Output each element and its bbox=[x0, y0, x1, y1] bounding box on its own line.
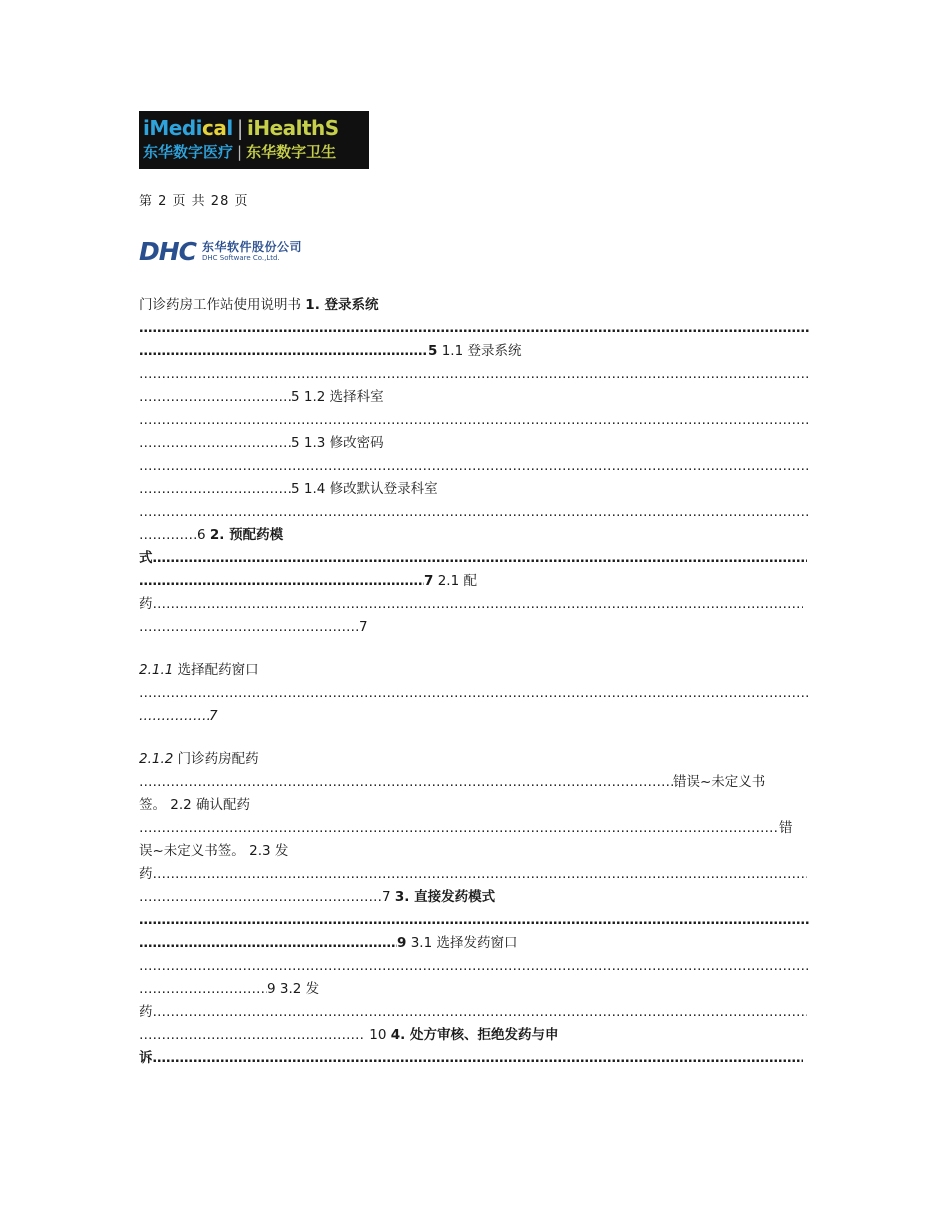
dhc-company-en: DHC Software Co.,Ltd. bbox=[202, 253, 280, 262]
toc-leader bbox=[139, 886, 382, 909]
toc-entry-1-3[interactable]: 1.3 修改密码 bbox=[303, 435, 384, 451]
toc-error-2-1-2-cont: 签。 bbox=[139, 797, 166, 813]
toc-leader bbox=[153, 547, 807, 570]
toc-entry-2-1[interactable]: 2.1 配 bbox=[437, 573, 477, 589]
toc-page-3-2: 10 bbox=[369, 1027, 387, 1043]
table-of-contents bbox=[139, 294, 809, 1070]
toc-leader bbox=[139, 409, 809, 432]
toc-page-ch1: 5 bbox=[428, 343, 438, 359]
toc-leader bbox=[139, 501, 809, 524]
toc-entry-2-1-1[interactable]: 选择配药窗口 bbox=[177, 662, 259, 678]
toc-leader bbox=[139, 932, 397, 955]
toc-page-2-1: 7 bbox=[359, 619, 368, 635]
toc-number-2-1-2: 2.1.2 bbox=[139, 751, 174, 767]
toc-line bbox=[139, 1001, 809, 1024]
toc-line bbox=[139, 932, 809, 955]
toc-leader bbox=[139, 432, 291, 455]
doc-title: 门诊药房工作站使用说明书 bbox=[139, 297, 301, 313]
logo-separator: | bbox=[236, 116, 243, 140]
toc-line bbox=[139, 659, 809, 682]
logo-separator-cn: | bbox=[237, 143, 243, 161]
toc-line bbox=[139, 593, 809, 616]
toc-leader bbox=[139, 978, 267, 1001]
toc-entry-1-1[interactable]: 1.1 登录系统 bbox=[441, 343, 522, 359]
toc-line bbox=[139, 682, 809, 705]
logo-cn-health: 东华数字卫生 bbox=[246, 143, 337, 161]
toc-line bbox=[139, 294, 809, 317]
toc-page-2-3: 7 bbox=[382, 889, 391, 905]
toc-page-1-3: 5 bbox=[291, 481, 300, 497]
toc-line bbox=[139, 570, 809, 593]
toc-line bbox=[139, 1047, 809, 1070]
toc-leader bbox=[139, 317, 809, 340]
toc-line bbox=[139, 863, 809, 886]
toc-page-ch2: 7 bbox=[424, 573, 434, 589]
toc-line bbox=[139, 771, 809, 794]
page-number: 第 2 页 共 28 页 bbox=[139, 194, 249, 209]
toc-entry-2-2[interactable]: 2.2 确认配药 bbox=[170, 797, 251, 813]
logo-ihealths-text: iHealthS bbox=[246, 116, 339, 140]
toc-line bbox=[139, 363, 809, 386]
toc-entry-ch1[interactable]: 1. 登录系统 bbox=[305, 297, 379, 313]
logo-cn-medical: 东华数字医疗 bbox=[143, 143, 234, 161]
toc-leader bbox=[139, 524, 197, 547]
toc-leader bbox=[139, 616, 359, 639]
toc-entry-ch4[interactable]: 4. 处方审核、拒绝发药与申 bbox=[390, 1027, 559, 1043]
toc-page-2-1-1: 7 bbox=[209, 708, 218, 724]
toc-entry-1-2[interactable]: 1.2 选择科室 bbox=[303, 389, 384, 405]
imedical-ihealths-logo bbox=[139, 111, 369, 169]
toc-entry-3-1[interactable]: 3.1 选择发药窗口 bbox=[410, 935, 518, 951]
toc-line bbox=[139, 748, 809, 771]
toc-error-2-1-2: 错误~未定义书 bbox=[673, 774, 766, 790]
dhc-company-cn: 东华软件股份公司 bbox=[202, 239, 303, 254]
toc-entry-ch3[interactable]: 3. 直接发药模式 bbox=[394, 889, 496, 905]
toc-leader bbox=[139, 570, 424, 593]
toc-line bbox=[139, 794, 809, 817]
toc-leader bbox=[139, 340, 428, 363]
toc-leader bbox=[139, 363, 809, 386]
toc-leader bbox=[153, 593, 803, 616]
toc-line bbox=[139, 616, 809, 639]
dhc-logo bbox=[139, 236, 314, 266]
toc-page-3-1: 9 bbox=[267, 981, 276, 997]
toc-page-1-1: 5 bbox=[291, 389, 300, 405]
toc-line bbox=[139, 409, 809, 432]
toc-number-2-1-1: 2.1.1 bbox=[139, 662, 174, 678]
toc-leader bbox=[139, 478, 291, 501]
logo-imedical-end: l bbox=[226, 116, 233, 140]
toc-entry-2-1-2[interactable]: 门诊药房配药 bbox=[177, 751, 259, 767]
toc-line bbox=[139, 432, 809, 455]
toc-line bbox=[139, 955, 809, 978]
toc-entry-2-3[interactable]: 2.3 发 bbox=[249, 843, 289, 859]
toc-leader bbox=[139, 705, 209, 728]
toc-leader bbox=[139, 1024, 365, 1047]
toc-leader bbox=[153, 1001, 807, 1024]
toc-error-2-2: 错 bbox=[779, 820, 793, 836]
logo-imedical-accent: ca bbox=[202, 116, 227, 140]
toc-leader bbox=[139, 909, 809, 932]
toc-line bbox=[139, 340, 809, 363]
toc-leader bbox=[153, 1047, 803, 1070]
toc-entry-1-4[interactable]: 1.4 修改默认登录科室 bbox=[303, 481, 438, 497]
toc-page-1-2: 5 bbox=[291, 435, 300, 451]
toc-leader bbox=[139, 817, 779, 840]
toc-line bbox=[139, 909, 809, 932]
toc-line bbox=[139, 705, 809, 728]
toc-leader bbox=[139, 771, 673, 794]
toc-page-1-4: 6 bbox=[197, 527, 206, 543]
toc-entry-2-1-cont[interactable]: 药 bbox=[139, 596, 153, 612]
logo-imedical-text: iMedi bbox=[143, 116, 202, 140]
toc-line bbox=[139, 1024, 809, 1047]
dhc-mark: DHC bbox=[139, 236, 197, 266]
toc-error-2-2-cont: 误~未定义书签。 bbox=[139, 843, 245, 859]
toc-entry-ch2-cont[interactable]: 式 bbox=[139, 550, 153, 566]
toc-leader bbox=[139, 455, 809, 478]
toc-line bbox=[139, 840, 809, 863]
toc-line bbox=[139, 455, 809, 478]
toc-line bbox=[139, 978, 809, 1001]
toc-entry-2-3-cont[interactable]: 药 bbox=[139, 866, 153, 882]
toc-line bbox=[139, 524, 809, 547]
toc-line bbox=[139, 501, 809, 524]
toc-line bbox=[139, 547, 809, 570]
toc-line bbox=[139, 478, 809, 501]
toc-leader bbox=[153, 863, 807, 886]
toc-entry-ch2[interactable]: 2. 预配药模 bbox=[209, 527, 284, 543]
toc-leader bbox=[139, 955, 809, 978]
toc-line bbox=[139, 317, 809, 340]
toc-entry-ch4-cont[interactable]: 诉 bbox=[139, 1050, 153, 1066]
toc-leader bbox=[139, 682, 809, 705]
toc-page-ch3: 9 bbox=[397, 935, 407, 951]
toc-entry-3-2-cont[interactable]: 药 bbox=[139, 1004, 153, 1020]
toc-entry-3-2[interactable]: 3.2 发 bbox=[279, 981, 320, 997]
toc-line bbox=[139, 386, 809, 409]
toc-line bbox=[139, 886, 809, 909]
toc-leader bbox=[139, 386, 291, 409]
toc-line bbox=[139, 817, 809, 840]
